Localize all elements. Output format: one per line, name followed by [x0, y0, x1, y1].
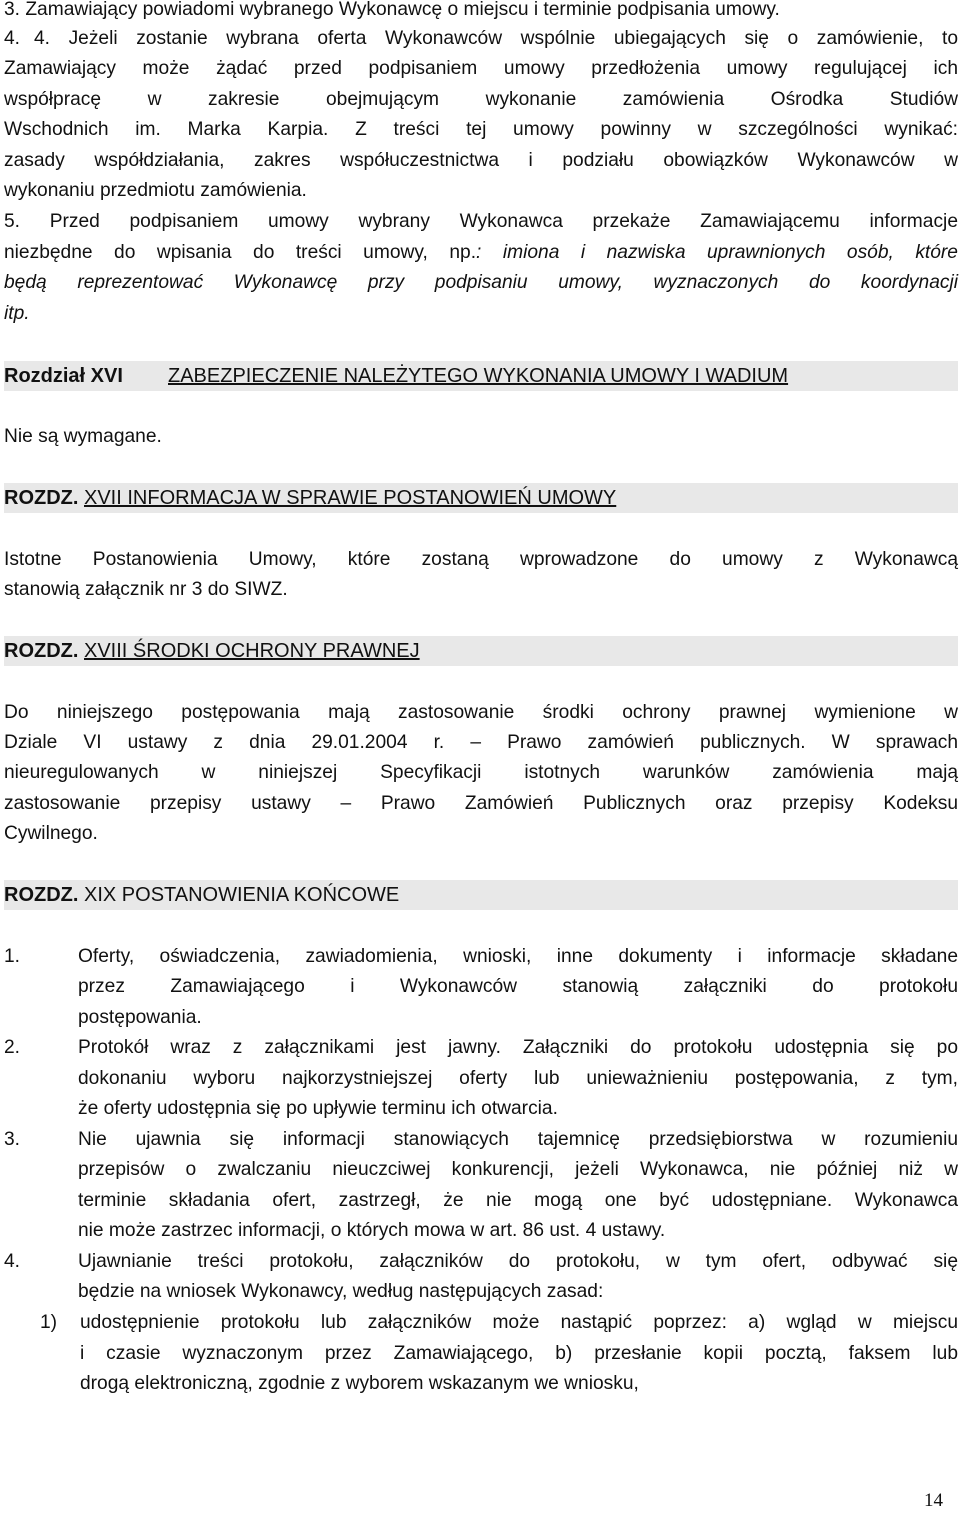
subitem-1-number: 1)	[40, 1312, 58, 1333]
paragraph-4-line-5: zasady współdziałania, zakres współuczestnictwa i podziału obowiązków Wykonawców w	[4, 150, 958, 171]
subitem-1-line-3: drogą elektroniczną, zgodnie z wyborem wskazanym we wniosku,	[80, 1373, 639, 1394]
section-18-line-2: Dziale VI ustawy z dnia 29.01.2004 r. – Prawo zamówień publicznych. W sprawach	[4, 732, 958, 753]
paragraph-4-line-4: Wschodnich im. Marka Karpia. Z treści tej umowy powinny w szczególności wynikać:	[4, 119, 958, 140]
item-2-line-3: że oferty udostępnia się po upływie terminu ich otwarcia.	[78, 1098, 558, 1119]
paragraph-4-line-2: Zamawiający może żądać przed podpisaniem umowy przedłożenia umowy regulującej ich	[4, 58, 958, 79]
paragraph-4-number: 4.	[4, 28, 21, 49]
item-3-number: 3.	[4, 1129, 21, 1150]
section-18-line-3: nieuregulowanych w niniejszej Specyfikacji istotnych warunków zamówienia mają	[4, 762, 958, 783]
paragraph-4-line-3: współpracę w zakresie obejmującym wykonanie zamówienia Ośrodka Studiów	[4, 89, 958, 110]
section-17-line-2: stanowią załącznik nr 3 do SIWZ.	[4, 579, 288, 600]
item-4-number: 4.	[4, 1251, 21, 1272]
section-16-title: ZABEZPIECZENIE NALEŻYTEGO WYKONANIA UMOWY I WADIUM	[168, 365, 789, 387]
item-2-number: 2.	[4, 1037, 21, 1058]
paragraph-3-line: 3. Zamawiający powiadomi wybranego Wykonawcę o miejscu i terminie podpisania umowy.	[4, 0, 780, 20]
section-17-heading: ROZDZ. XVII INFORMACJA W SPRAWIE POSTANOWIEŃ UMOWY	[4, 487, 617, 509]
paragraph-4-line-1	[4, 24, 958, 54]
section-17-line-1: Istotne Postanowienia Umowy, które zostaną wprowadzone do umowy z Wykonawcą	[4, 549, 958, 570]
item-3-line-1: Nie ujawnia się informacji stanowiących tajemnicę przedsiębiorstwa w rozumieniu	[78, 1129, 958, 1150]
item-2-line-2: dokonaniu wyboru najkorzystniejszej oferty lub unieważnieniu postępowania, z tym,	[78, 1068, 958, 1089]
paragraph-4-line-6: wykonaniu przedmiotu zamówienia.	[4, 180, 307, 201]
paragraph-5-line-2: niezbędne do wpisania do treści umowy, np.: imiona i nazwiska uprawnionych osób, które	[4, 242, 958, 263]
item-2-line-1: Protokół wraz z załącznikami jest jawny. Załączniki do protokołu udostępnia się po	[78, 1037, 958, 1058]
section-18-line-5: Cywilnego.	[4, 823, 98, 844]
section-18-line-4: zastosowanie przepisy ustawy – Prawo Zamówień Publicznych oraz przepisy Kodeksu	[4, 793, 958, 814]
paragraph-5-line-1: 5. Przed podpisaniem umowy wybrany Wykonawca przekaże Zamawiającemu informacje	[4, 211, 958, 232]
item-4-line-1: Ujawnianie treści protokołu, załączników do protokołu, w tym ofert, odbywać się	[78, 1251, 958, 1272]
section-19-heading: ROZDZ. XIX POSTANOWIENIA KOŃCOWE	[4, 884, 400, 906]
item-1-line-3: postępowania.	[78, 1007, 202, 1028]
item-3-line-4: nie może zastrzec informacji, o których mowa w art. 86 ust. 4 ustawy.	[78, 1220, 666, 1241]
section-16-body: Nie są wymagane.	[4, 426, 162, 447]
paragraph-4-text-1: 4. Jeżeli zostanie wybrana oferta Wykonawców wspólnie ubiegających się o zamówienie, to	[34, 28, 958, 49]
item-3-line-3: terminie składania ofert, zastrzegł, że nie mogą one być udostępniane. Wykonawca	[78, 1190, 958, 1211]
section-16-prefix: Rozdział XVI	[4, 365, 123, 387]
item-1-line-1: Oferty, oświadczenia, zawiadomienia, wnioski, inne dokumenty i informacje składane	[78, 946, 958, 967]
subitem-1-line-1: udostępnienie protokołu lub załączników może nastąpić poprzez: a) wgląd w miejscu	[80, 1312, 958, 1333]
subitem-1-line-2: i czasie wyznaczonym przez Zamawiającego, b) przesłanie kopii pocztą, faksem lub	[80, 1343, 958, 1364]
section-18-heading: ROZDZ. XVIII ŚRODKI OCHRONY PRAWNEJ	[4, 640, 420, 662]
item-4-line-2: będzie na wniosek Wykonawcy, według następujących zasad:	[78, 1281, 604, 1302]
paragraph-5-line-3: będą reprezentować Wykonawcę przy podpisaniu umowy, wyznaczonych do koordynacji	[4, 272, 958, 293]
paragraph-5-line-4: itp.	[4, 303, 30, 324]
section-18-line-1: Do niniejszego postępowania mają zastosowanie środki ochrony prawnej wymienione w	[4, 702, 958, 723]
item-3-line-2: przepisów o zwalczaniu nieuczciwej konkurencji, jeżeli Wykonawca, nie później niż w	[78, 1159, 958, 1180]
page-number: 14	[924, 1490, 943, 1511]
item-1-number: 1.	[4, 946, 21, 967]
item-1-line-2: przez Zamawiającego i Wykonawców stanowią załączniki do protokołu	[78, 976, 958, 997]
